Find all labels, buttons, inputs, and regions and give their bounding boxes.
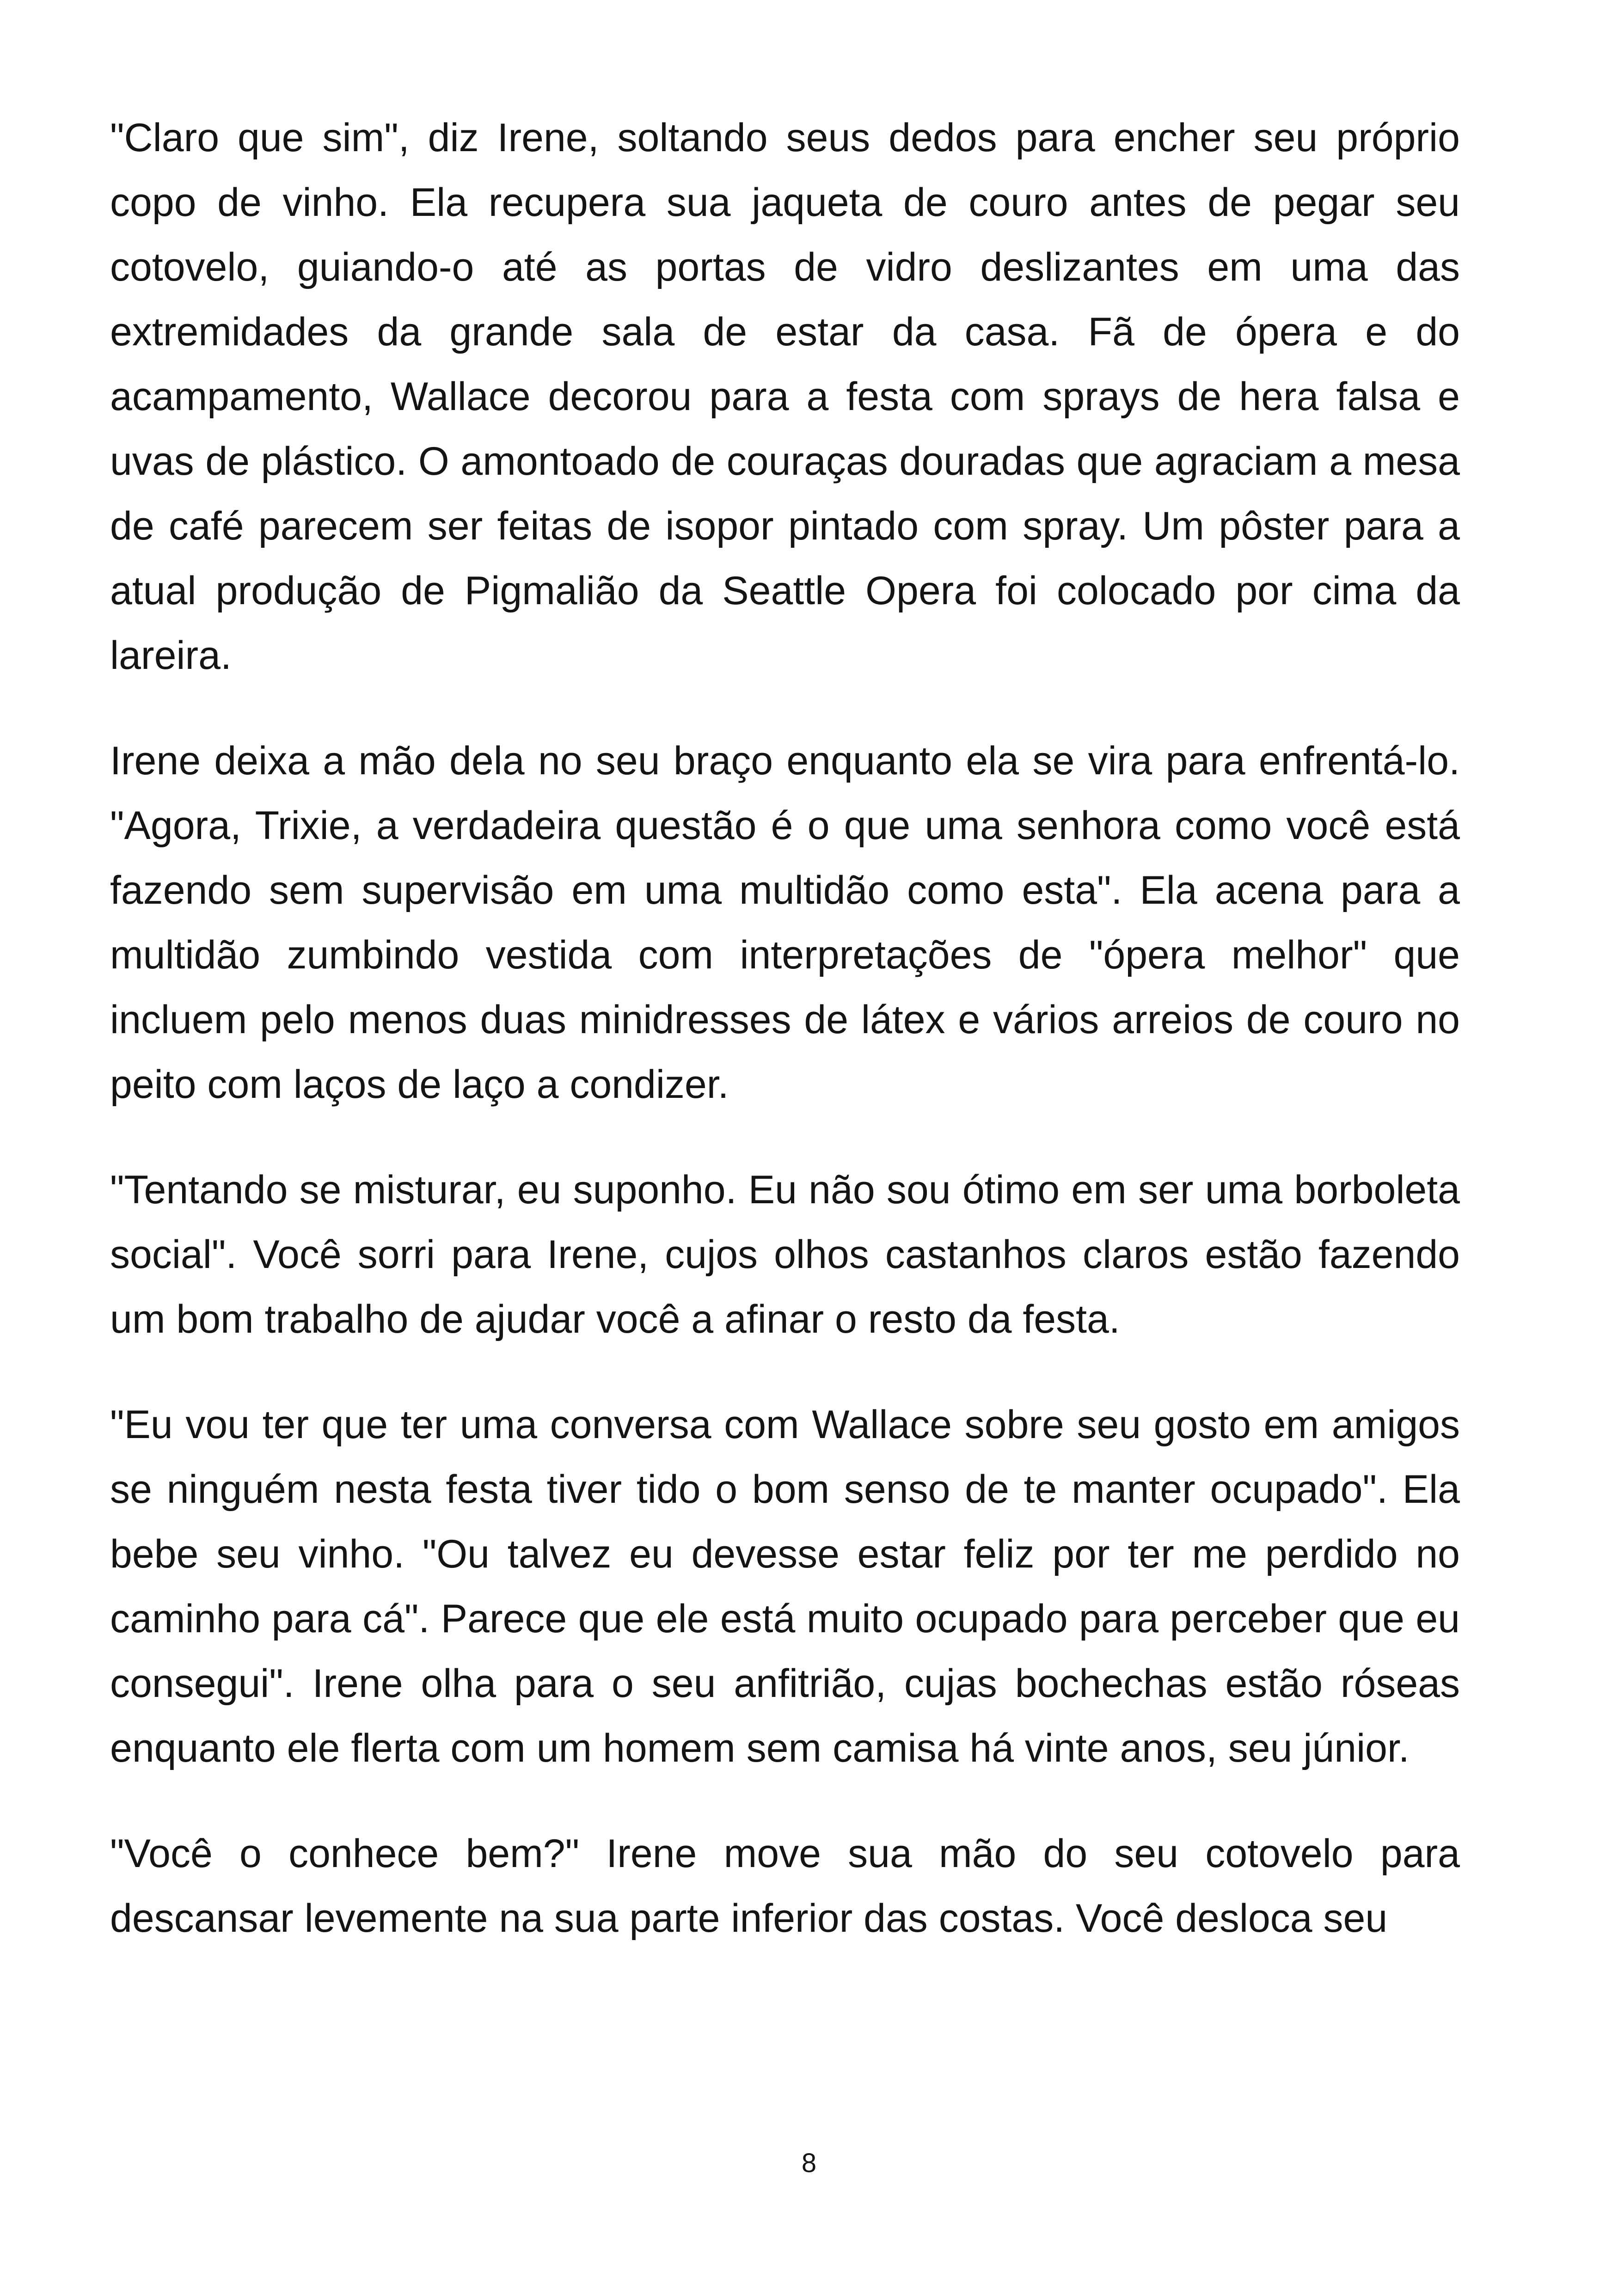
body-text — [110, 105, 1460, 1951]
paragraph: "Eu vou ter que ter uma conversa com Wallace sobre seu gosto em amigos se ninguém nesta festa tiver tido o bom senso de te manter ocupado". Ela bebe seu vinho. "Ou talvez eu devesse estar feliz por ter me perdido no caminho para cá". Parece que ele está muito ocupado para perceber que eu consegui". Irene olha para o seu anfitrião, cujas bochechas estão róseas enquanto ele flerta com um homem sem camisa há vinte anos, seu júnior. — [110, 1402, 1460, 1770]
paragraph: "Claro que sim", diz Irene, soltando seus dedos para encher seu próprio copo de vinho. Ela recupera sua jaqueta de couro antes de pegar seu cotovelo, guiando-o até as portas de vidro deslizantes em uma das extremidades da grande sala de estar da casa. Fã de ópera e do acampamento, Wallace decorou para a festa com sprays de hera falsa e uvas de plástico. O amontoado de couraças douradas que agraciam a mesa de café parecem ser feitas de isopor pintado com spray. Um pôster para a atual produção de Pigmalião da Seattle Opera foi colocado por cima da lareira. — [110, 116, 1460, 678]
paragraph: "Tentando se misturar, eu suponho. Eu não sou ótimo em ser uma borboleta social". Você sorri para Irene, cujos olhos castanhos claros estão fazendo um bom trabalho de ajudar você a afinar o resto da festa. — [110, 1168, 1460, 1341]
paragraph: Irene deixa a mão dela no seu braço enquanto ela se vira para enfrentá-lo. "Agora, Trixie, a verdadeira questão é o que uma senhora como você está fazendo sem supervisão em uma multidão como esta". Ela acena para a multidão zumbindo vestida com interpretações de "ópera melhor" que incluem pelo menos duas minidresses de látex e vários arreios de couro no peito com laços de laço a condizer. — [110, 739, 1460, 1107]
paragraph: "Você o conhece bem?" Irene move sua mão do seu cotovelo para descansar levemente na sua parte inferior das costas. Você desloca seu — [110, 1831, 1460, 1941]
page-number: 8 — [801, 2148, 817, 2178]
